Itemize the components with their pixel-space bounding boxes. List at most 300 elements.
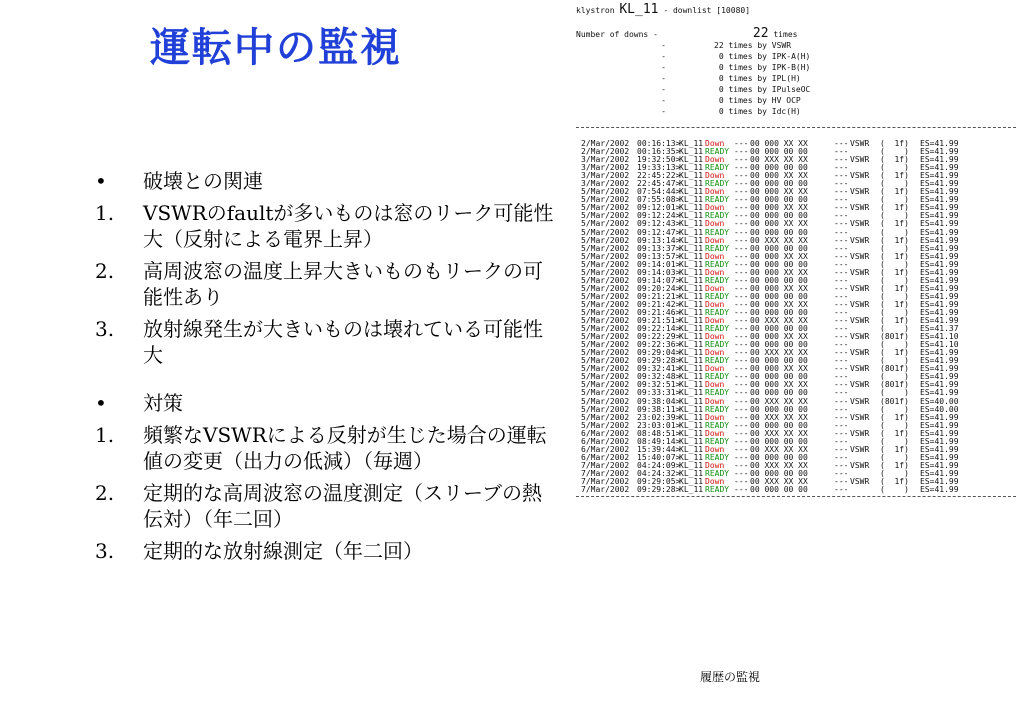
entry-count: ( 1f) xyxy=(880,348,909,358)
entry-count: ( 1f) xyxy=(880,316,909,326)
entry-status: READY xyxy=(705,211,730,221)
entry-time: 09:13:14> xyxy=(637,235,681,245)
entry-count: ( ) xyxy=(880,404,909,414)
entry-es: ES=41.99 xyxy=(920,420,959,430)
entry-d2: --- xyxy=(834,267,849,277)
entry-status: READY xyxy=(705,179,730,189)
entry-d2: --- xyxy=(834,348,849,358)
entry-d1: --- xyxy=(734,364,749,374)
entry-dev: KL_11 xyxy=(679,307,704,317)
entry-d1: --- xyxy=(734,179,749,189)
entry-count: ( 1f) xyxy=(880,460,909,470)
entry-bits: 00 000 XX XX xyxy=(750,139,808,148)
entry-dev: KL_11 xyxy=(679,179,704,189)
figure-caption: 履歴の監視 xyxy=(700,670,761,684)
entry-dev: KL_11 xyxy=(679,460,704,470)
entry-es: ES=41.99 xyxy=(920,275,959,285)
item-number: 1. xyxy=(95,201,115,225)
entry-count: ( ) xyxy=(880,356,909,366)
entry-vswr: VSWR xyxy=(850,171,870,181)
entry-d1: --- xyxy=(734,227,749,237)
downlist-log xyxy=(576,4,1016,497)
entry-d1: --- xyxy=(734,340,749,350)
entry-count: ( ) xyxy=(880,179,909,189)
entry-count: ( 1f) xyxy=(880,219,909,229)
entry-date: 6/Mar/2002 xyxy=(581,436,630,446)
entry-count: ( ) xyxy=(880,195,909,205)
entry-count: ( 1f) xyxy=(880,428,909,438)
entry-time: 22:45:22> xyxy=(637,171,681,181)
entry-count: ( 1f) xyxy=(880,299,909,309)
entry-dev: KL_11 xyxy=(679,485,704,495)
entry-time: 23:03:01> xyxy=(637,420,681,430)
entry-dev: KL_11 xyxy=(679,243,704,253)
entry-bits: 00 000 00 00 xyxy=(750,485,808,495)
entry-time: 09:14:01> xyxy=(637,259,681,269)
entry-es: ES=41.99 xyxy=(920,291,959,301)
entry-date: 5/Mar/2002 xyxy=(581,324,630,334)
breakdown-line xyxy=(576,51,1016,62)
entry-d1: --- xyxy=(734,235,749,245)
entry-bits: 00 000 00 00 xyxy=(750,163,808,173)
entry-bits: 00 XXX XX XX xyxy=(750,396,808,406)
breakdown-text: 22 times by VSWR xyxy=(714,41,792,50)
entry-date: 5/Mar/2002 xyxy=(581,195,630,205)
entry-bits: 00 000 00 00 xyxy=(750,307,808,317)
entry-time: 09:32:41> xyxy=(637,364,681,374)
entry-d1: --- xyxy=(734,324,749,334)
breakdown-line xyxy=(576,73,1016,84)
section-heading-text: 破壊との関連 xyxy=(143,169,263,193)
entry-d2: --- xyxy=(834,219,849,229)
entry-dev: KL_11 xyxy=(679,364,704,374)
entry-time: 09:12:24> xyxy=(637,211,681,221)
entry-time: 09:12:43> xyxy=(637,219,681,229)
entry-bits: 00 000 XX XX xyxy=(750,332,808,342)
entry-vswr: VSWR xyxy=(850,251,870,261)
entry-status: Down xyxy=(705,476,725,486)
entry-dev: KL_11 xyxy=(679,340,704,350)
entry-time: 15:39:44> xyxy=(637,444,681,454)
entry-status: READY xyxy=(705,227,730,237)
entry-d2: --- xyxy=(834,187,849,197)
entry-count: ( ) xyxy=(880,147,909,157)
section-heading-text: 対策 xyxy=(143,391,183,415)
entry-d1: --- xyxy=(734,348,749,358)
breakdown-line xyxy=(576,106,1016,117)
entry-d1: --- xyxy=(734,452,749,462)
entry-date: 5/Mar/2002 xyxy=(581,275,630,285)
entry-bits: 00 000 00 00 xyxy=(750,259,808,269)
entry-time: 09:29:04> xyxy=(637,348,681,358)
entry-count: ( ) xyxy=(880,243,909,253)
entry-bits: 00 000 XX XX xyxy=(750,251,808,261)
entry-bits: 00 000 00 00 xyxy=(750,179,808,189)
entry-bits: 00 000 XX XX xyxy=(750,203,808,213)
entry-vswr: VSWR xyxy=(850,283,870,293)
entry-d1: --- xyxy=(734,203,749,213)
entry-dev: KL_11 xyxy=(679,155,704,165)
entry-status: Down xyxy=(705,332,725,342)
entry-es: ES=41.99 xyxy=(920,283,959,293)
entry-status: Down xyxy=(705,412,725,422)
entry-count: ( 1f) xyxy=(880,267,909,277)
entry-vswr: VSWR xyxy=(850,187,870,197)
entry-date: 5/Mar/2002 xyxy=(581,227,630,237)
entry-date: 5/Mar/2002 xyxy=(581,332,630,342)
entry-time: 08:48:51> xyxy=(637,428,681,438)
entry-es: ES=41.99 xyxy=(920,460,959,470)
entry-count: ( 1f) xyxy=(880,155,909,165)
entry-count: ( ) xyxy=(880,468,909,478)
list-item xyxy=(95,480,555,532)
breakdown-text: 0 times by Idc(H) xyxy=(714,107,801,116)
entry-count: ( ) xyxy=(880,227,909,237)
section-heading xyxy=(95,168,555,194)
entry-vswr: VSWR xyxy=(850,139,870,148)
entry-bits: 00 000 00 00 xyxy=(750,211,808,221)
entry-count: ( ) xyxy=(880,452,909,462)
entry-es: ES=41.99 xyxy=(920,444,959,454)
entry-date: 5/Mar/2002 xyxy=(581,235,630,245)
entry-dev: KL_11 xyxy=(679,195,704,205)
entry-time: 00:16:13> xyxy=(637,139,681,148)
log-header xyxy=(576,4,1016,16)
entry-d1: --- xyxy=(734,299,749,309)
entry-count: ( ) xyxy=(880,307,909,317)
entry-es: ES=41.99 xyxy=(920,179,959,189)
entry-bits: 00 000 00 00 xyxy=(750,468,808,478)
entry-d2: --- xyxy=(834,412,849,422)
entry-count: ( ) xyxy=(880,163,909,173)
entry-es: ES=41.99 xyxy=(920,243,959,253)
entry-count: ( 1f) xyxy=(880,412,909,422)
entry-date: 7/Mar/2002 xyxy=(581,485,630,495)
entry-vswr: VSWR xyxy=(850,299,870,309)
entry-d1: --- xyxy=(734,259,749,269)
entry-d2: --- xyxy=(834,380,849,390)
entry-es: ES=41.99 xyxy=(920,211,959,221)
entry-d2: --- xyxy=(834,171,849,181)
entry-vswr: VSWR xyxy=(850,267,870,277)
entry-bits: 00 XXX XX XX xyxy=(750,348,808,358)
entry-status: Down xyxy=(705,219,725,229)
entry-bits: 00 000 00 00 xyxy=(750,372,808,382)
entry-status: Down xyxy=(705,251,725,261)
entry-d1: --- xyxy=(734,251,749,261)
entry-status: READY xyxy=(705,324,730,334)
entry-vswr: VSWR xyxy=(850,155,870,165)
entry-es: ES=41.99 xyxy=(920,412,959,422)
entry-count: (801f) xyxy=(880,332,909,342)
entry-date: 5/Mar/2002 xyxy=(581,420,630,430)
entry-d1: --- xyxy=(734,485,749,495)
entry-vswr: VSWR xyxy=(850,428,870,438)
entry-vswr: VSWR xyxy=(850,219,870,229)
entry-d1: --- xyxy=(734,476,749,486)
entry-es: ES=41.37 xyxy=(920,324,959,334)
entry-time: 09:29:28> xyxy=(637,485,681,495)
entry-es: ES=41.99 xyxy=(920,235,959,245)
entry-status: Down xyxy=(705,316,725,326)
entry-bits: 00 000 00 00 xyxy=(750,291,808,301)
entry-date: 5/Mar/2002 xyxy=(581,340,630,350)
entry-d2: --- xyxy=(834,259,849,269)
entry-dev: KL_11 xyxy=(679,348,704,358)
entry-count: ( ) xyxy=(880,420,909,430)
entry-dev: KL_11 xyxy=(679,171,704,181)
separator-line xyxy=(576,127,1016,128)
entry-date: 5/Mar/2002 xyxy=(581,307,630,317)
entry-time: 09:14:07> xyxy=(637,275,681,285)
entry-dev: KL_11 xyxy=(679,163,704,173)
entry-date: 5/Mar/2002 xyxy=(581,412,630,422)
entry-d1: --- xyxy=(734,139,749,148)
entry-time: 09:13:57> xyxy=(637,251,681,261)
entry-dev: KL_11 xyxy=(679,436,704,446)
entry-count: ( 1f) xyxy=(880,171,909,181)
entry-time: 09:33:31> xyxy=(637,388,681,398)
entry-bits: 00 XXX XX XX xyxy=(750,444,808,454)
entry-dev: KL_11 xyxy=(679,227,704,237)
item-number: 2. xyxy=(95,259,115,283)
entry-date: 5/Mar/2002 xyxy=(581,356,630,366)
entry-time: 09:21:51> xyxy=(637,316,681,326)
log-entries xyxy=(581,140,1016,494)
entry-d2: --- xyxy=(834,372,849,382)
entry-count: ( ) xyxy=(880,372,909,382)
entry-bits: 00 000 XX XX xyxy=(750,283,808,293)
entry-count: ( 1f) xyxy=(880,444,909,454)
dash-marker: - xyxy=(661,63,666,72)
entry-d1: --- xyxy=(734,444,749,454)
entry-date: 7/Mar/2002 xyxy=(581,468,630,478)
entry-time: 19:33:13> xyxy=(637,163,681,173)
entry-d1: --- xyxy=(734,396,749,406)
item-text: 定期的な放射線測定（年二回） xyxy=(143,539,423,563)
downs-breakdown xyxy=(576,40,1016,117)
entry-es: ES=41.99 xyxy=(920,187,959,197)
entry-dev: KL_11 xyxy=(679,211,704,221)
entry-d2: --- xyxy=(834,324,849,334)
entry-es: ES=41.99 xyxy=(920,485,959,495)
entry-d1: --- xyxy=(734,211,749,221)
entry-status: READY xyxy=(705,452,730,462)
entry-es: ES=41.99 xyxy=(920,428,959,438)
entry-es: ES=41.99 xyxy=(920,251,959,261)
entry-dev: KL_11 xyxy=(679,139,704,148)
entry-date: 5/Mar/2002 xyxy=(581,251,630,261)
bullet-marker: • xyxy=(95,391,107,415)
entry-dev: KL_11 xyxy=(679,147,704,157)
entry-time: 09:32:51> xyxy=(637,380,681,390)
entry-status: Down xyxy=(705,428,725,438)
entry-status: Down xyxy=(705,460,725,470)
entry-bits: 00 000 00 00 xyxy=(750,420,808,430)
entry-dev: KL_11 xyxy=(679,388,704,398)
entry-es: ES=41.99 xyxy=(920,364,959,374)
entry-d1: --- xyxy=(734,380,749,390)
item-text: 頻繁なVSWRによる反射が生じた場合の運転値の変更（出力の低減）（毎週） xyxy=(143,423,547,473)
dash-marker: - xyxy=(661,96,666,105)
entry-dev: KL_11 xyxy=(679,356,704,366)
entry-time: 00:16:35> xyxy=(637,147,681,157)
entry-bits: 00 000 XX XX xyxy=(750,299,808,309)
entry-status: READY xyxy=(705,243,730,253)
entry-time: 08:49:14> xyxy=(637,436,681,446)
entry-date: 3/Mar/2002 xyxy=(581,179,630,189)
entry-vswr: VSWR xyxy=(850,316,870,326)
entry-status: READY xyxy=(705,420,730,430)
entry-date: 5/Mar/2002 xyxy=(581,404,630,414)
entry-d2: --- xyxy=(834,243,849,253)
entry-vswr: VSWR xyxy=(850,380,870,390)
entry-date: 5/Mar/2002 xyxy=(581,380,630,390)
entry-time: 04:24:09> xyxy=(637,460,681,470)
entry-time: 09:32:48> xyxy=(637,372,681,382)
entry-d2: --- xyxy=(834,485,849,495)
entry-status: Down xyxy=(705,396,725,406)
entry-count: ( ) xyxy=(880,485,909,495)
entry-dev: KL_11 xyxy=(679,396,704,406)
entry-bits: 00 XXX XX XX xyxy=(750,155,808,165)
entry-es: ES=41.99 xyxy=(920,307,959,317)
entry-bits: 00 000 00 00 xyxy=(750,147,808,157)
entry-d2: --- xyxy=(834,155,849,165)
entry-status: Down xyxy=(705,299,725,309)
entry-es: ES=41.10 xyxy=(920,340,959,350)
entry-es: ES=41.99 xyxy=(920,452,959,462)
entry-d2: --- xyxy=(834,251,849,261)
entry-d1: --- xyxy=(734,195,749,205)
entry-status: READY xyxy=(705,468,730,478)
entry-status: READY xyxy=(705,259,730,269)
item-text: VSWRのfaultが多いものは窓のリーク可能性大（反射による電界上昇） xyxy=(143,201,554,251)
entry-status: Down xyxy=(705,155,725,165)
entry-bits: 00 000 00 00 xyxy=(750,275,808,285)
entry-es: ES=41.99 xyxy=(920,436,959,446)
breakdown-text: 0 times by IPulseOC xyxy=(714,85,811,94)
entry-dev: KL_11 xyxy=(679,219,704,229)
entry-bits: 00 XXX XX XX xyxy=(750,235,808,245)
entry-es: ES=41.99 xyxy=(920,356,959,366)
entry-status: Down xyxy=(705,171,725,181)
entry-es: ES=41.99 xyxy=(920,372,959,382)
entry-d1: --- xyxy=(734,171,749,181)
entry-d1: --- xyxy=(734,147,749,157)
entry-vswr: VSWR xyxy=(850,444,870,454)
entry-time: 09:21:42> xyxy=(637,299,681,309)
entry-date: 5/Mar/2002 xyxy=(581,291,630,301)
list-item xyxy=(95,200,555,252)
entry-dev: KL_11 xyxy=(679,235,704,245)
entry-status: READY xyxy=(705,340,730,350)
entry-vswr: VSWR xyxy=(850,412,870,422)
item-number: 3. xyxy=(95,539,115,563)
entry-dev: KL_11 xyxy=(679,324,704,334)
entry-d1: --- xyxy=(734,420,749,430)
entry-status: READY xyxy=(705,275,730,285)
entry-d1: --- xyxy=(734,428,749,438)
entry-d1: --- xyxy=(734,460,749,470)
entry-es: ES=41.99 xyxy=(920,203,959,213)
entry-time: 09:22:14> xyxy=(637,324,681,334)
entry-bits: 00 000 00 00 xyxy=(750,243,808,253)
dash-marker: - xyxy=(661,74,666,83)
entry-vswr: VSWR xyxy=(850,332,870,342)
entry-d2: --- xyxy=(834,291,849,301)
entry-d2: --- xyxy=(834,436,849,446)
entry-vswr: VSWR xyxy=(850,235,870,245)
entry-count: ( ) xyxy=(880,340,909,350)
breakdown-text: 0 times by IPL(H) xyxy=(714,74,801,83)
entry-bits: 00 XXX XX XX xyxy=(750,316,808,326)
entry-date: 6/Mar/2002 xyxy=(581,428,630,438)
breakdown-line xyxy=(576,40,1016,51)
entry-status: Down xyxy=(705,444,725,454)
entry-vswr: VSWR xyxy=(850,348,870,358)
entry-status: Down xyxy=(705,364,725,374)
entry-time: 09:21:46> xyxy=(637,307,681,317)
entry-d2: --- xyxy=(834,356,849,366)
entry-d1: --- xyxy=(734,283,749,293)
entry-count: (801f) xyxy=(880,380,909,390)
entry-d2: --- xyxy=(834,396,849,406)
entry-es: ES=41.99 xyxy=(920,227,959,237)
entry-date: 7/Mar/2002 xyxy=(581,476,630,486)
entry-date: 5/Mar/2002 xyxy=(581,372,630,382)
entry-date: 5/Mar/2002 xyxy=(581,211,630,221)
entry-es: ES=41.99 xyxy=(920,171,959,181)
entry-vswr: VSWR xyxy=(850,460,870,470)
entry-d1: --- xyxy=(734,275,749,285)
entry-dev: KL_11 xyxy=(679,380,704,390)
entry-es: ES=41.99 xyxy=(920,380,959,390)
list-item xyxy=(95,316,555,368)
entry-d1: --- xyxy=(734,219,749,229)
item-text: 定期的な高周波窓の温度測定（スリーブの熱伝対）（年二回） xyxy=(143,481,542,531)
entry-d2: --- xyxy=(834,227,849,237)
entry-d1: --- xyxy=(734,267,749,277)
entry-d2: --- xyxy=(834,316,849,326)
entry-d1: --- xyxy=(734,372,749,382)
entry-es: ES=41.99 xyxy=(920,299,959,309)
downs-total-count: 22 xyxy=(752,26,769,41)
entry-vswr: VSWR xyxy=(850,203,870,213)
bullet-marker: • xyxy=(95,169,107,193)
entry-d1: --- xyxy=(734,388,749,398)
entry-bits: 00 000 00 00 xyxy=(750,388,808,398)
entry-vswr: VSWR xyxy=(850,476,870,486)
entry-d2: --- xyxy=(834,203,849,213)
entry-bits: 00 XXX XX XX xyxy=(750,460,808,470)
entry-count: ( 1f) xyxy=(880,187,909,197)
entry-d1: --- xyxy=(734,468,749,478)
entry-date: 5/Mar/2002 xyxy=(581,388,630,398)
entry-d1: --- xyxy=(734,291,749,301)
separator-line xyxy=(576,496,1016,497)
entry-date: 5/Mar/2002 xyxy=(581,283,630,293)
entry-d2: --- xyxy=(834,452,849,462)
section-countermeasures xyxy=(95,390,555,564)
entry-es: ES=40.00 xyxy=(920,404,959,414)
entry-date: 5/Mar/2002 xyxy=(581,219,630,229)
entry-es: ES=41.99 xyxy=(920,163,959,173)
entry-status: Down xyxy=(705,380,725,390)
list-item xyxy=(95,538,555,564)
entry-dev: KL_11 xyxy=(679,428,704,438)
entry-es: ES=40.00 xyxy=(920,396,959,406)
